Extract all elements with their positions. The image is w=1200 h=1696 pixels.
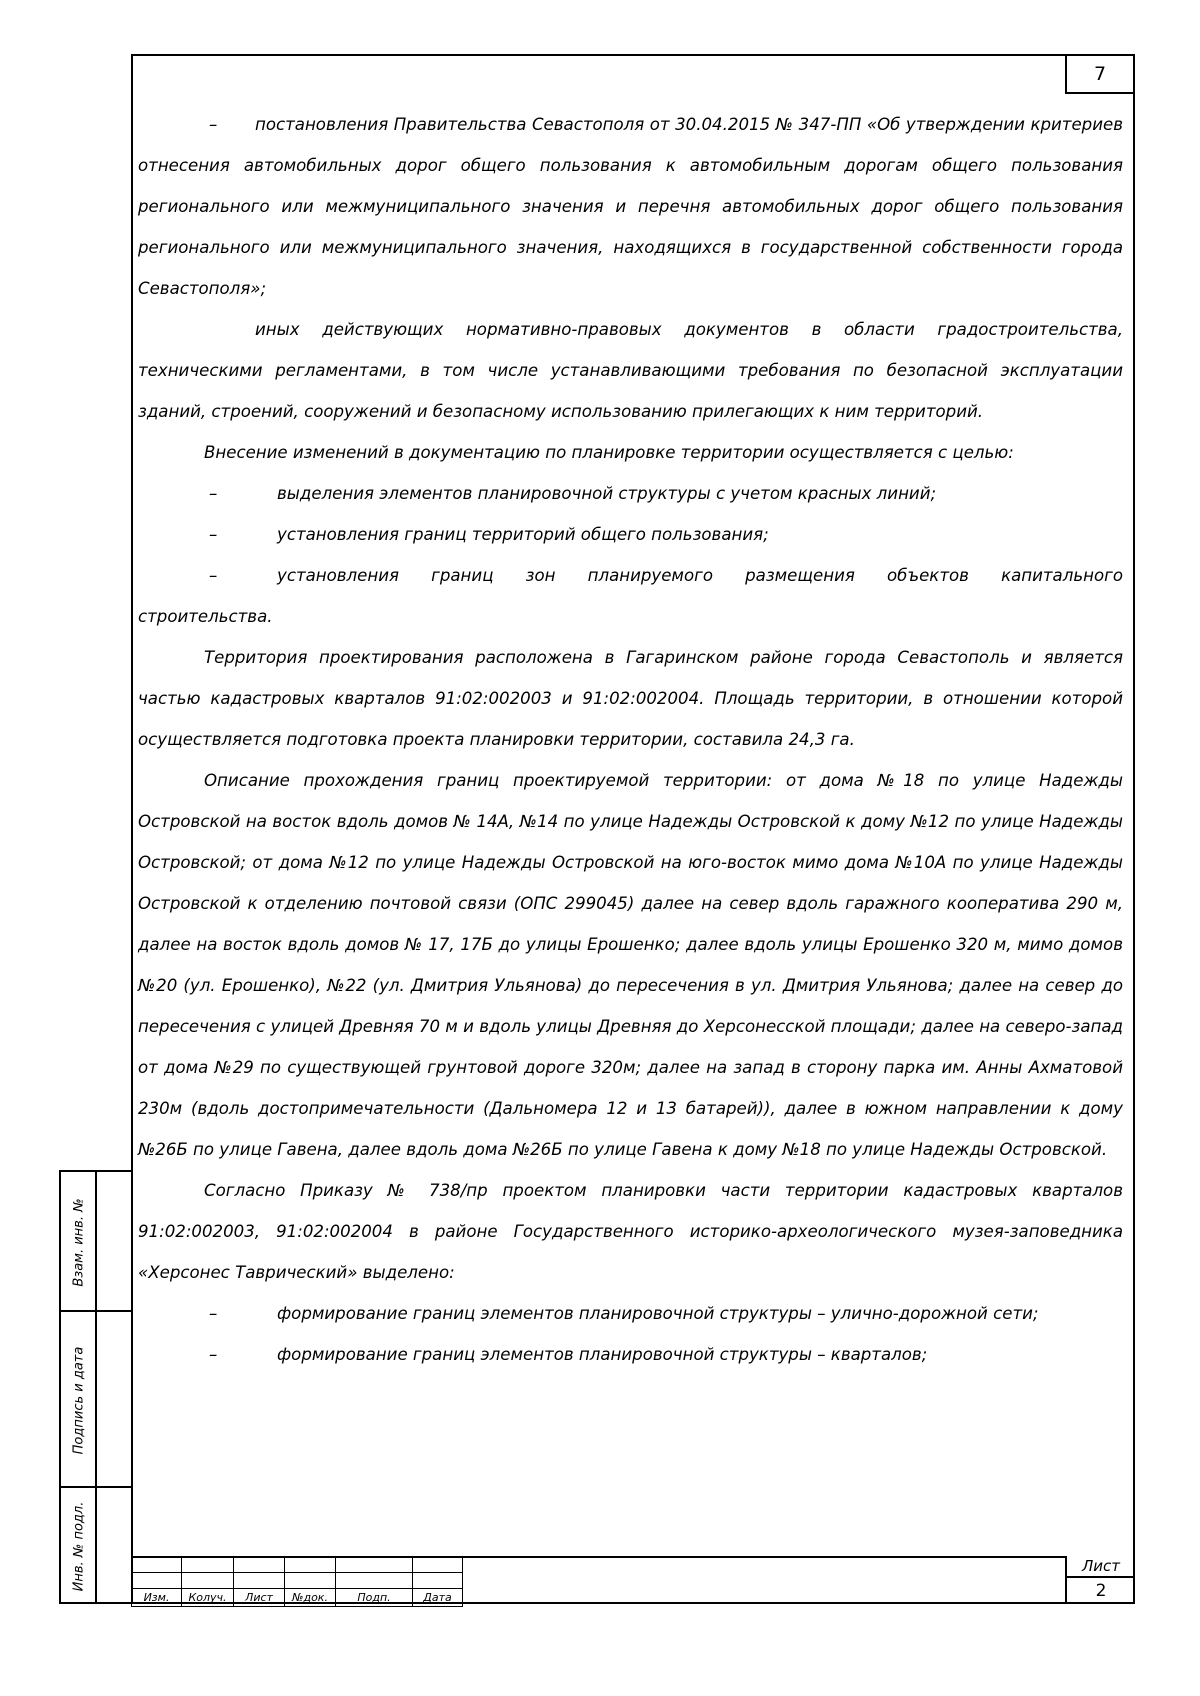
col-list: Лист xyxy=(234,1589,285,1607)
side-cell xyxy=(97,1172,131,1312)
list-item xyxy=(138,1334,1123,1375)
paragraph-text: установления границ зон планируемого размещения объектов капитального xyxy=(277,566,1123,585)
col-data: Дата xyxy=(413,1589,463,1607)
paragraph-text: формирование границ элементов планировочной структуры – кварталов; xyxy=(277,1345,928,1364)
dash-mark: – xyxy=(209,1345,218,1364)
title-block xyxy=(131,1556,1135,1604)
list-item xyxy=(138,514,1123,555)
side-label-text: Подпись и дата xyxy=(71,1346,87,1454)
title-block-table xyxy=(131,1556,463,1607)
dash-mark: – xyxy=(209,115,218,134)
side-label-inv xyxy=(61,1488,97,1604)
paragraph: постановления Правительства Севастополя от 30.04.2015 № 347-ПП «Об утверждении критериев отнесения автомобильных дорог общего пользования к автомобильным дорогам общего пользования регионального или межмуниципального значения и перечня автомобильных дорог общего пользования регионального или межмуниципального значения, находящихся в государственной собственности города Севастополя»; xyxy=(138,115,1123,298)
table-cell xyxy=(336,1573,413,1589)
paragraph: Внесение изменений в документацию по планировке территории осуществляется с целью: xyxy=(204,443,1014,462)
paragraph-text: формирование границ элементов планировочной структуры – улично-дорожной сети; xyxy=(277,1304,1039,1323)
dash-mark: – xyxy=(209,1304,218,1323)
sheet-number: 7 xyxy=(1065,56,1133,94)
sheet-box xyxy=(1065,1556,1135,1604)
paragraph: Территория проектирования расположена в Гагаринском районе города Севастополь и является частью кадастровых кварталов 91:02:002003 и 91:02:002004. Площадь территории, в отношении которой осуществляется подготовка проекта планировки территории, составила 24,3 га. xyxy=(138,648,1123,749)
table-cell xyxy=(234,1573,285,1589)
paragraph: строительства. xyxy=(138,607,273,626)
col-koluch: Колуч. xyxy=(182,1589,234,1607)
table-cell xyxy=(336,1557,413,1573)
table-header-row xyxy=(132,1589,463,1607)
table-cell xyxy=(182,1573,234,1589)
paragraph: Согласно Приказу № 738/пр проектом планировки части территории кадастровых кварталов 91:02:002003, 91:02:002004 в районе Государственного историко-археологического музея-заповедника «Херсонес Таврический» выделено: xyxy=(138,1181,1123,1282)
table-row xyxy=(132,1573,463,1589)
dash-mark: – xyxy=(209,566,218,585)
paragraph: иных действующих нормативно-правовых документов в области градостроительства, техническими регламентами, в том числе устанавливающими требования по безопасной эксплуатации зданий, строений, сооружений и безопасному использованию прилегающих к ним территорий. xyxy=(138,320,1123,421)
table-cell xyxy=(285,1557,336,1573)
table-cell xyxy=(285,1573,336,1589)
paragraph-text: установления границ территорий общего пользования; xyxy=(277,525,769,544)
sheet-label: Лист xyxy=(1067,1556,1135,1578)
col-izm: Изм. xyxy=(132,1589,182,1607)
side-label-podpis xyxy=(61,1312,97,1488)
col-podp: Подп. xyxy=(336,1589,413,1607)
side-label-vzam xyxy=(61,1172,97,1312)
side-label-text: Инв. № подл. xyxy=(71,1501,87,1591)
side-cell xyxy=(97,1312,131,1488)
document-body xyxy=(138,104,1123,1375)
table-cell xyxy=(413,1573,463,1589)
table-cell xyxy=(132,1557,182,1573)
dash-mark: – xyxy=(209,484,218,503)
list-item xyxy=(138,555,1123,596)
table-cell xyxy=(132,1573,182,1589)
dash-mark: – xyxy=(209,525,218,544)
list-item xyxy=(138,473,1123,514)
side-stamp xyxy=(59,1170,131,1604)
side-label-text: Взам. инв. № xyxy=(71,1197,87,1287)
col-ndok: №док. xyxy=(285,1589,336,1607)
list-item xyxy=(138,1293,1123,1334)
table-cell xyxy=(182,1557,234,1573)
table-cell xyxy=(234,1557,285,1573)
table-cell xyxy=(413,1557,463,1573)
paragraph: Описание прохождения границ проектируемой территории: от дома №18 по улице Надежды Островской на восток вдоль домов № 14А, №14 по улице Надежды Островской к дому №12 по улице Надежды Островской; от дома №12 по улице Надежды Островской на юго-восток мимо дома №10А по улице Надежды Островской к отделению почтовой связи (ОПС 299045) далее на север вдоль гаражного кооператива 290 м, далее на восток вдоль домов № 17, 17Б до улицы Ерошенко; далее вдоль улицы Ерошенко 320 м, мимо домов №20 (ул. Ерошенко), №22 (ул. Дмитрия Ульянова) до пересечения в ул. Дмитрия Ульянова; далее на север до пересечения с улицей Древняя 70 м и вдоль улицы Древняя до Херсонесской площади; далее на северо-запад от дома №29 по существующей грунтовой дороге 320м; далее на запад в сторону парка им. Анны Ахматовой 230м (вдоль достопримечательности (Дальномера 12 и 13 батарей)), далее в южном направлении к дому №26Б по улице Гавена, далее вдоль дома №26Б по улице Гавена к дому №18 по улице Надежды Островской. xyxy=(138,771,1123,1159)
sheet-value: 2 xyxy=(1095,1581,1107,1601)
paragraph-text: выделения элементов планировочной структуры с учетом красных линий; xyxy=(277,484,937,503)
table-row xyxy=(132,1557,463,1573)
